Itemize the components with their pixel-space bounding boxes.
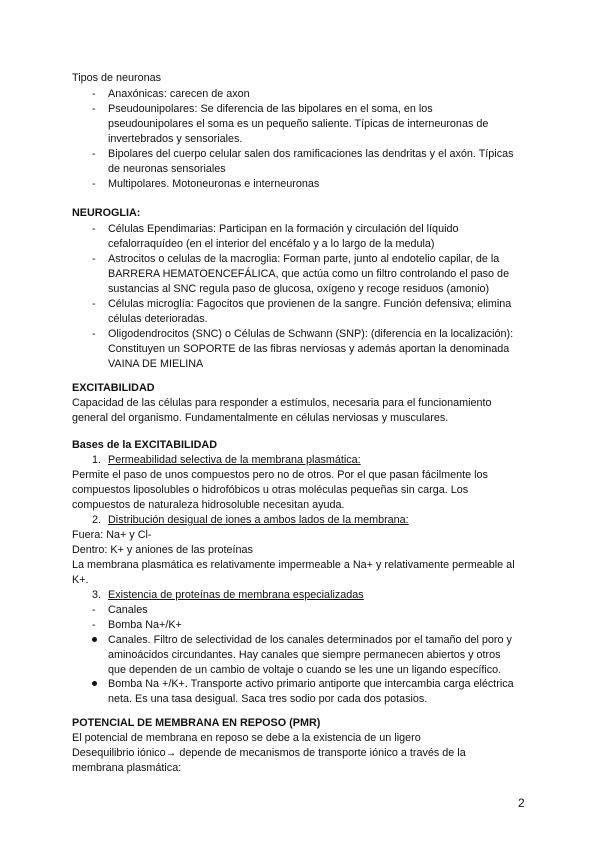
types-item-multipolares: Multipolares. Motoneuronas e interneuronas xyxy=(108,178,320,190)
bases-dash-bomba: Bomba Na+/K+ xyxy=(108,619,182,631)
bases-item-proteinas: Existencia de proteínas de membrana especializadas xyxy=(108,589,364,601)
bases-distribucion-dentro: Dentro: K+ y aniones de las proteínas xyxy=(72,544,253,556)
bases-distribucion-text: La membrana plasmática es relativamente impermeable a Na+ y relativamente permeable al xyxy=(72,559,515,571)
bases-heading: Bases de la EXCITABILIDAD xyxy=(72,439,217,451)
bases-permeabilidad-text-l3: compuestos de naturaleza hidrosoluble necesitan ayuda. xyxy=(72,499,345,511)
neuroglia-item-microglia: Células microglía: Fagocitos que provienen de la sangre. Función defensiva; elimina xyxy=(108,298,512,310)
bases-permeabilidad-text-l2: compuestos liposolubles o hidrofóbicos u otras moléculas pequeñas sin carga. Los xyxy=(72,484,469,496)
neuroglia-item-oligodendrocitos: Oligodendrocitos (SNC) o Células de Schwann (SNP): (diferencia en la localización): xyxy=(108,328,514,340)
bases-bullet-canales-l3: que dependen de un cambio de voltaje o cuando se les une un ligando específico. xyxy=(108,664,502,676)
types-item-bipolares: Bipolares del cuerpo celular salen dos ramificaciones las dendritas y el axón. Típicas xyxy=(108,148,514,160)
bases-distribucion-text-l2: K+. xyxy=(72,574,89,586)
dash-bullet: - xyxy=(92,604,96,616)
bases-bullet-bomba: Bomba Na +/K+. Transporte activo primario antiporte que intercambia carga eléctrica xyxy=(108,678,514,690)
bases-item-distribucion: Distribución desigual de iones a ambos lados de la membrana: xyxy=(108,514,409,526)
types-item-pseudounipolares: Pseudounipolares: Se diferencia de las bipolares en el soma, en los xyxy=(108,103,433,115)
types-item-pseudounipolares-l2: pseudounipolares el soma es un pequeño saliente. Típicas de interneuronas de xyxy=(108,118,489,130)
bases-bullet-canales: Canales. Filtro de selectividad de los canales determinados por el tamaño del poro y xyxy=(108,634,512,646)
bases-permeabilidad-text: Permite el paso de unos compuestos pero no de otros. Por el que pasan fácilmente los xyxy=(72,469,488,481)
neuroglia-item-astrocitos-l2: BARRERA HEMATOENCEFÁLICA, que actúa como un filtro controlando el paso de xyxy=(108,268,510,280)
types-item-anaxonicas: Anaxónicas: carecen de axon xyxy=(108,88,250,100)
bullet-dot xyxy=(92,681,97,686)
dash-bullet: - xyxy=(92,103,96,115)
pmr-text-l2: Desequilibrio iónico→ depende de mecanismos de transporte iónico a través de la xyxy=(72,747,466,759)
types-heading: Tipos de neuronas xyxy=(72,72,162,84)
list-number: 2. xyxy=(92,514,102,526)
bases-distribucion-fuera: Fuera: Na+ y Cl- xyxy=(72,529,152,541)
dash-bullet: - xyxy=(92,619,96,631)
bases-item-permeabilidad: Permeabilidad selectiva de la membrana plasmática: xyxy=(108,454,361,466)
excitabilidad-heading: EXCITABILIDAD xyxy=(72,382,155,394)
pmr-text: El potencial de membrana en reposo se debe a la existencia de un ligero xyxy=(72,732,421,744)
excitabilidad-text: Capacidad de las células para responder a estímulos, necesaria para el funcionamiento xyxy=(72,397,492,409)
bullet-dot xyxy=(92,637,97,642)
bases-dash-canales: Canales xyxy=(108,604,148,616)
excitabilidad-text-l2: general del organismo. Fundamentalmente en células nerviosas y musculares. xyxy=(72,412,449,424)
dash-bullet: - xyxy=(92,328,96,340)
dash-bullet: - xyxy=(92,178,96,190)
neuroglia-item-oligodendrocitos-l2: Constituyen un SOPORTE de las fibras nerviosas y además aportan la denominada xyxy=(108,343,510,355)
neuroglia-item-oligodendrocitos-l3: VAINA DE MIELINA xyxy=(108,358,204,370)
pmr-text-l3: membrana plasmática: xyxy=(72,762,182,774)
neuroglia-item-astrocitos-l3: sustancias al SNC regula paso de glucosa, oxígeno y recoge residuos (amonio) xyxy=(108,283,490,295)
pmr-heading: POTENCIAL DE MEMBRANA EN REPOSO (PMR) xyxy=(72,717,321,729)
neuroglia-item-ependimarias-l2: cefalorraquídeo (en el interior del encéfalo y a lo largo de la medula) xyxy=(108,238,435,250)
dash-bullet: - xyxy=(92,148,96,160)
neuroglia-item-ependimarias: Células Ependimarias: Participan en la formación y circulación del líquido xyxy=(108,223,459,235)
bases-bullet-bomba-l2: neta. Es una tasa desigual. Saca tres sodio por cada dos potasios. xyxy=(108,693,428,705)
neuroglia-item-astrocitos: Astrocitos o celulas de la macroglia: Forman parte, junto al endotelio capilar, de la xyxy=(108,253,500,265)
list-number: 3. xyxy=(92,589,102,601)
neuroglia-item-microglia-l2: células deterioradas. xyxy=(108,313,208,325)
types-item-pseudounipolares-l3: invertebrados y sensoriales. xyxy=(108,133,243,145)
types-item-bipolares-l2: de neuronas sensoriales xyxy=(108,163,226,175)
dash-bullet: - xyxy=(92,253,96,265)
bases-bullet-canales-l2: aminoácidos circundantes. Hay canales que siempre permanecen abiertos y otros xyxy=(108,649,501,661)
list-number: 1. xyxy=(92,454,102,466)
dash-bullet: - xyxy=(92,88,96,100)
dash-bullet: - xyxy=(92,223,96,235)
page-number: 2 xyxy=(518,796,525,810)
dash-bullet: - xyxy=(92,298,96,310)
neuroglia-heading: NEUROGLIA: xyxy=(72,207,141,219)
